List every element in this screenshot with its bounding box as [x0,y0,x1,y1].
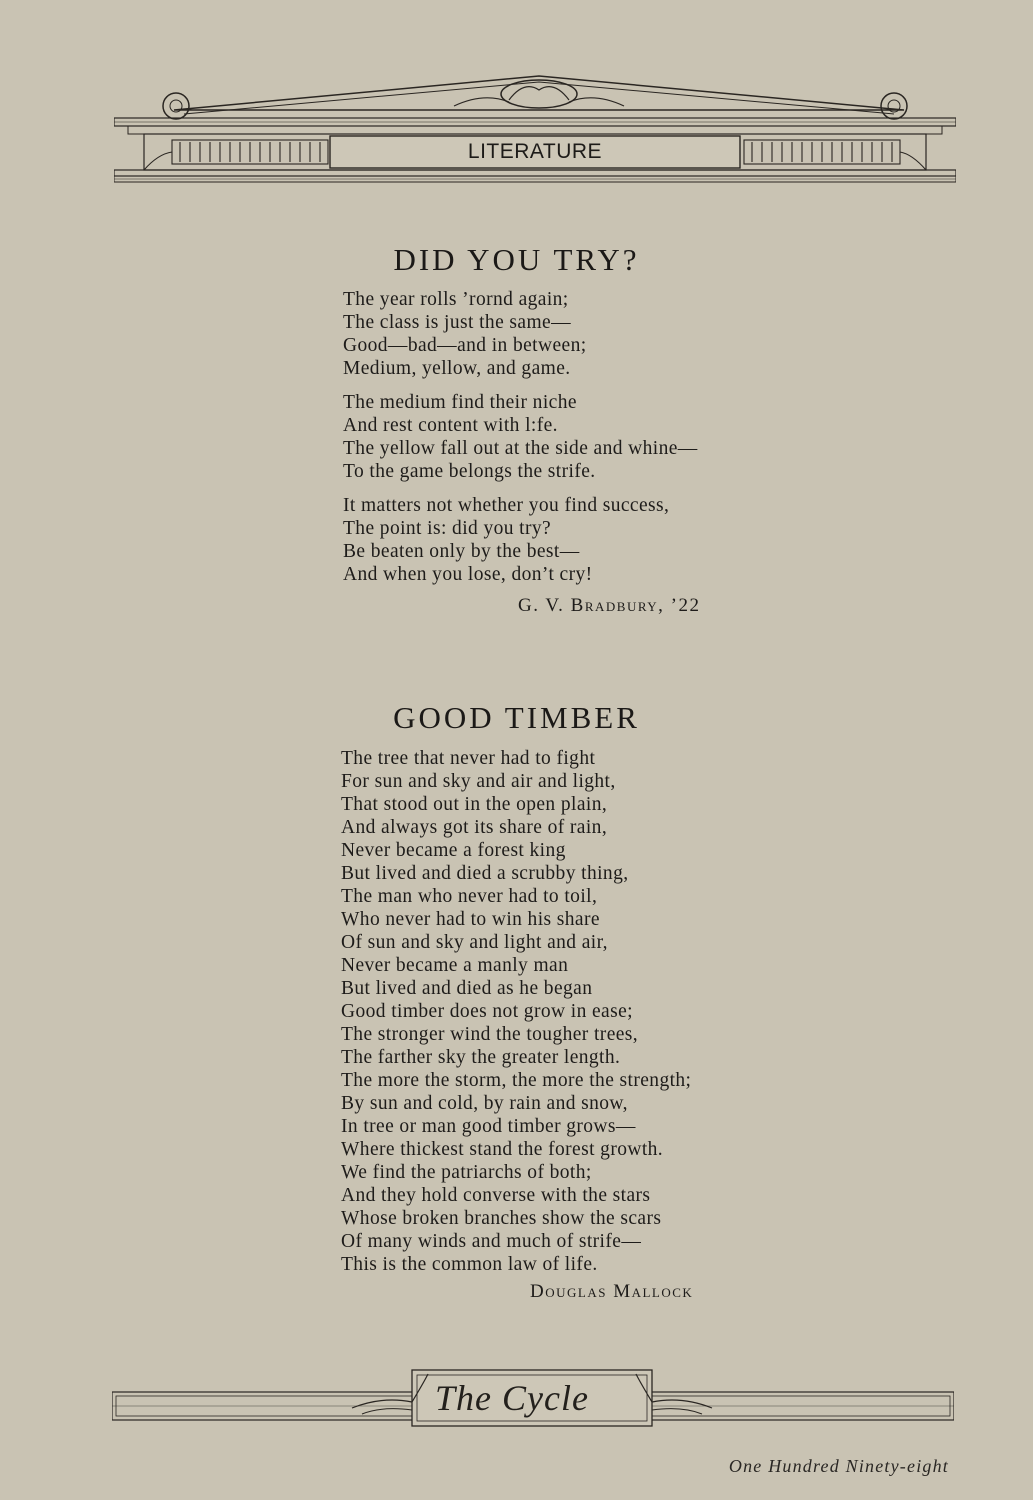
poem-line: To the game belongs the strife. [343,461,596,482]
poem-line: But lived and died as he began [341,978,593,999]
poem-line: Of sun and sky and light and air, [341,932,608,953]
poem-line: Be beaten only by the best— [343,541,580,562]
author-bradbury: G. V. Bradbury, ’22 [518,595,701,616]
poem-line: And always got its share of rain, [341,817,608,838]
poem-line: The stronger wind the tougher trees, [341,1024,639,1045]
poem-line: The farther sky the greater length. [341,1047,621,1068]
poem-line: And they hold converse with the stars [341,1185,651,1206]
poem-line: And rest content with l:fe. [343,415,558,436]
poem-title-did-you-try: DID YOU TRY? [393,242,640,277]
poem-line: That stood out in the open plain, [341,794,608,815]
poem-line: Where thickest stand the forest growth. [341,1139,664,1160]
poem-line: The point is: did you try? [343,518,552,539]
poem-line: Never became a manly man [341,955,569,976]
poem-good-timber [341,747,691,1276]
poem-line: By sun and cold, by rain and snow, [341,1093,628,1114]
poem-line: Never became a forest king [341,840,566,861]
poem-line: The tree that never had to fight [341,748,596,769]
poem-line: Whose broken branches show the scars [341,1208,662,1229]
poem-line: We find the patriarchs of both; [341,1162,592,1183]
footer-title: The Cycle [435,1378,589,1418]
poem-line: Who never had to win his share [341,909,600,930]
poem-line: The yellow fall out at the side and whine— [343,438,698,459]
poem-did-you-try [343,288,698,586]
poem-line: The class is just the same— [343,312,571,333]
poem-line: This is the common law of life. [341,1254,598,1275]
author-mallock: Douglas Mallock [530,1281,694,1302]
poem-line: The more the storm, the more the strength; [341,1070,692,1091]
poem-line: The man who never had to toil, [341,886,598,907]
header-ornament [114,70,956,188]
poem-title-good-timber: GOOD TIMBER [393,700,640,735]
poem-line: The year rolls ’rornd again; [343,289,569,310]
page-number: One Hundred Ninety-eight [728,1456,949,1476]
poem-line: Good timber does not grow in ease; [341,1001,633,1022]
poem-line: In tree or man good timber grows— [341,1116,636,1137]
poem-line: The medium find their niche [343,392,577,413]
poem-line: For sun and sky and air and light, [341,771,616,792]
section-title: LITERATURE [467,140,603,163]
poem-line: Of many winds and much of strife— [341,1231,642,1252]
poem-line: Good—bad—and in between; [343,335,587,356]
poem-line: And when you lose, don’t cry! [343,564,593,585]
poem-line: But lived and died a scrubby thing, [341,863,629,884]
poem-line: It matters not whether you find success, [343,495,670,516]
poem-line: Medium, yellow, and game. [343,358,571,379]
